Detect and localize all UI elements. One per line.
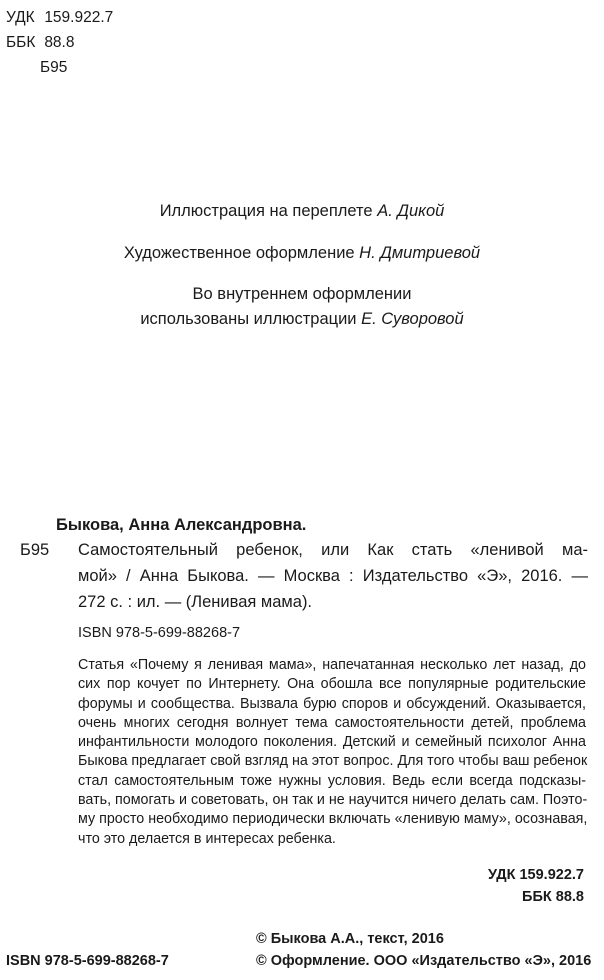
bbk-label: ББК	[6, 34, 36, 51]
copyright-text: © Быкова А.А., текст, 2016	[256, 931, 444, 947]
biblio-line-2: мой» / Анна Быкова. — Москва : Издательство «Э», 2016. —	[78, 567, 588, 585]
annotation	[78, 656, 586, 849]
annotation-line: му просто необходимо периодически включать «ленивую маму», осознавая,	[78, 811, 588, 828]
udk-label: УДК	[6, 9, 35, 26]
annotation-line: стал самостоятельным тоже нужны условия. Ведь если всегда подсказы-	[78, 772, 586, 789]
annotation-line: инфантильности молодого поколения. Детский и семейный психолог Анна	[78, 734, 586, 751]
credit-inner-line2	[0, 306, 604, 332]
copyright-design: © Оформление. ООО «Издательство «Э», 2016	[256, 953, 592, 969]
credit-design	[0, 240, 604, 266]
annotation-line: Статья «Почему я ленивая мама», напечатанная несколько лет назад, до	[78, 657, 586, 673]
author-mark-top: Б95	[40, 59, 68, 76]
annotation-line: сих пор кочует по Интернету. Она обошла все популярные родительские	[78, 676, 586, 693]
credit-design-prefix: Художественное оформление	[123, 244, 360, 262]
annotation-line: форумы и сообщества. Вызвала бурю споров и обсуждений. Оказывается,	[78, 695, 586, 712]
isbn-biblio: ISBN 978-5-699-88268-7	[78, 625, 241, 641]
credit-cover	[0, 198, 604, 224]
annotation-line: очень многих сегодня волнует тема самостоятельности детей, проблема	[78, 714, 586, 731]
credit-inner-line1: Во внутреннем оформлении	[192, 285, 412, 303]
udk-code-bottom: УДК 159.922.7	[488, 867, 584, 883]
bbk-code-bottom: ББК 88.8	[522, 889, 584, 905]
annotation-line: что это делается в интересах ребенка.	[78, 830, 336, 847]
credit-design-name: Н. Дмитриевой	[359, 244, 481, 262]
credit-inner-prefix: использованы иллюстрации	[140, 310, 362, 328]
bbk-code-top	[6, 33, 74, 53]
annotation-line: Быкова предлагает свой взгляд на этот вопрос. Для того чтобы ваш ребенок	[78, 753, 588, 770]
udk-code-top	[6, 8, 113, 28]
udk-value: 159.922.7	[44, 9, 114, 26]
catalog-mark: Б95	[20, 541, 50, 559]
isbn-footer: ISBN 978-5-699-88268-7	[6, 953, 169, 969]
biblio-line-1: Самостоятельный ребенок, или Как стать «ленивой ма-	[78, 541, 588, 559]
biblio-line-3: 272 с. : ил. — (Ленивая мама).	[78, 593, 313, 611]
bbk-value: 88.8	[44, 34, 75, 51]
credit-inner-name: Е. Суворовой	[361, 310, 464, 328]
credit-cover-name: А. Дикой	[377, 202, 445, 220]
annotation-line: вать, помогать и советовать, он так и не научится ничего делать сам. Поэто-	[78, 792, 588, 809]
credit-cover-prefix: Иллюстрация на переплете	[159, 202, 378, 220]
author-heading: Быкова, Анна Александровна.	[56, 516, 307, 534]
